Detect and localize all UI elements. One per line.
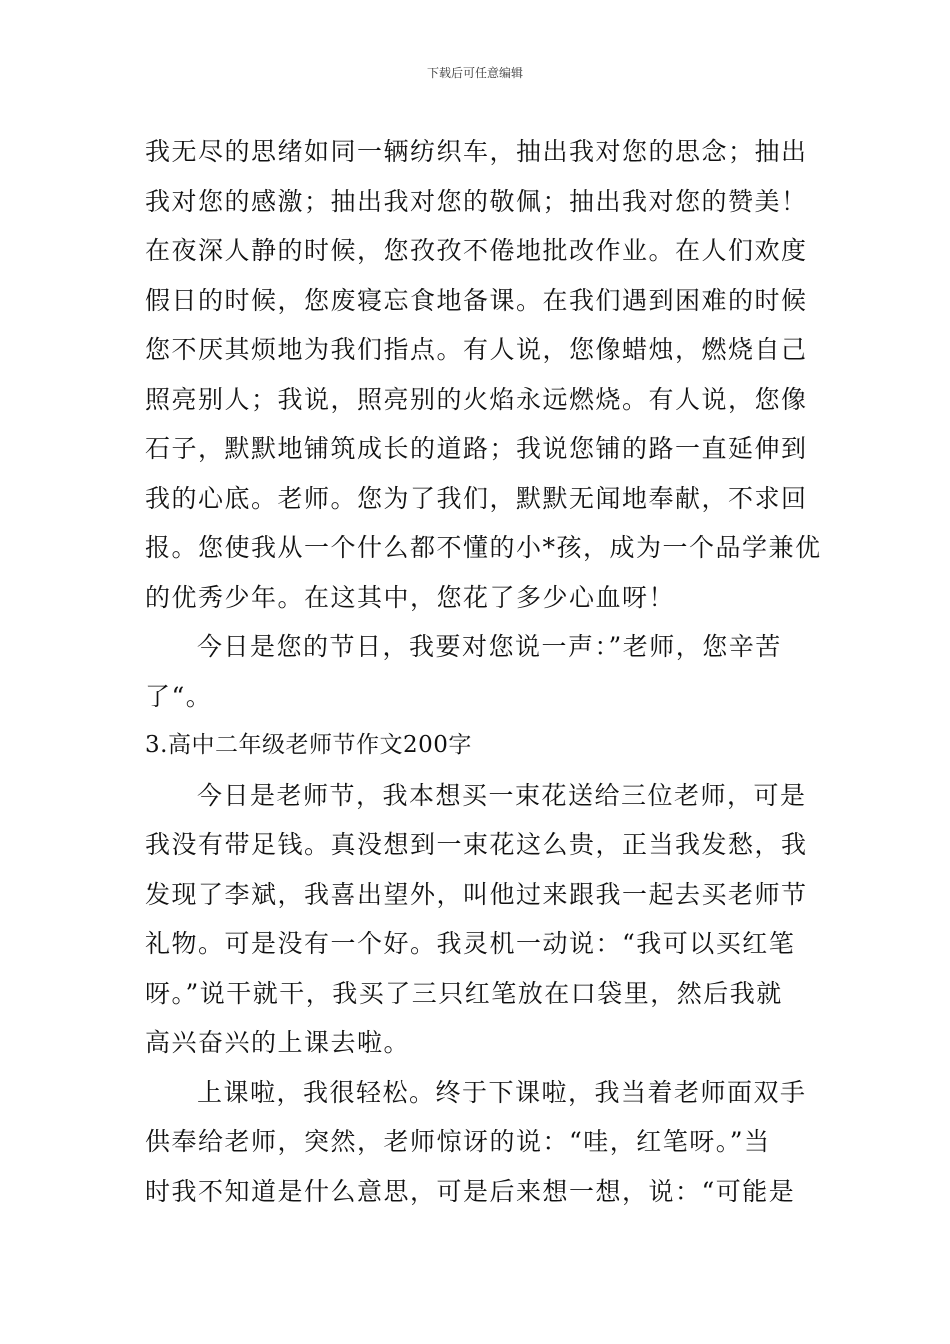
text-line: 礼物。可是没有一个好。我灵机一动说：“我可以买红笔	[145, 929, 796, 958]
body-text	[145, 127, 822, 1216]
paragraph-first-line: 今日是您的节日，我要对您说一声：”老师，您辛苦	[197, 632, 782, 661]
section-heading: 3.高中二年级老师节作文200字	[145, 732, 472, 758]
page-header: 下载后可任意编辑	[426, 66, 523, 80]
paragraph-first-line: 今日是老师节，我本想买一束花送给三位老师，可是	[197, 780, 807, 810]
text-line: 高兴奋兴的上课去啦。	[145, 1028, 411, 1057]
text-line: 我没有带足钱。真没想到一束花这么贵，正当我发愁，我	[145, 830, 808, 859]
text-line: 在夜深人静的时候，您孜孜不倦地批改作业。在人们欢度	[145, 236, 808, 265]
text-line: 照亮别人；我说，照亮别的火焰永远燃烧。有人说，您像	[145, 384, 808, 414]
text-line: 报。您使我从一个什么都不懂的小*孩，成为一个品学兼优	[145, 533, 822, 562]
text-line: 发现了李斌，我喜出望外，叫他过来跟我一起去买老师节	[145, 879, 808, 909]
text-line: 假日的时候，您废寝忘食地备课。在我们遇到困难的时候	[145, 285, 808, 315]
text-line: 时我不知道是什么意思，可是后来想一想，说：“可能是	[145, 1176, 796, 1206]
text-line: 供奉给老师，突然，老师惊讶的说：“哇，红笔呀。”当	[145, 1127, 771, 1156]
text-line: 的优秀少年。在这其中，您花了多少心血呀！	[145, 582, 676, 612]
text-line: 我对您的感激；抽出我对您的敬佩；抽出我对您的赞美！	[145, 186, 808, 216]
paragraph-first-line: 上课啦，我很轻松。终于下课啦，我当着老师面双手	[197, 1077, 807, 1107]
text-line: 石子，默默地铺筑成长的道路；我说您铺的路一直延伸到	[145, 434, 808, 463]
text-line: 您不厌其烦地为我们指点。有人说，您像蜡烛，燃烧自己	[145, 335, 808, 364]
text-line: 我的心底。老师。您为了我们，默默无闻地奉献，不求回	[145, 483, 808, 513]
text-line: 呀。”说干就干，我买了三只红笔放在口袋里，然后我就	[145, 978, 783, 1008]
text-line: 了“。	[145, 681, 213, 711]
text-line: 我无尽的思绪如同一辆纺织车，抽出我对您的思念；抽出	[145, 137, 808, 166]
